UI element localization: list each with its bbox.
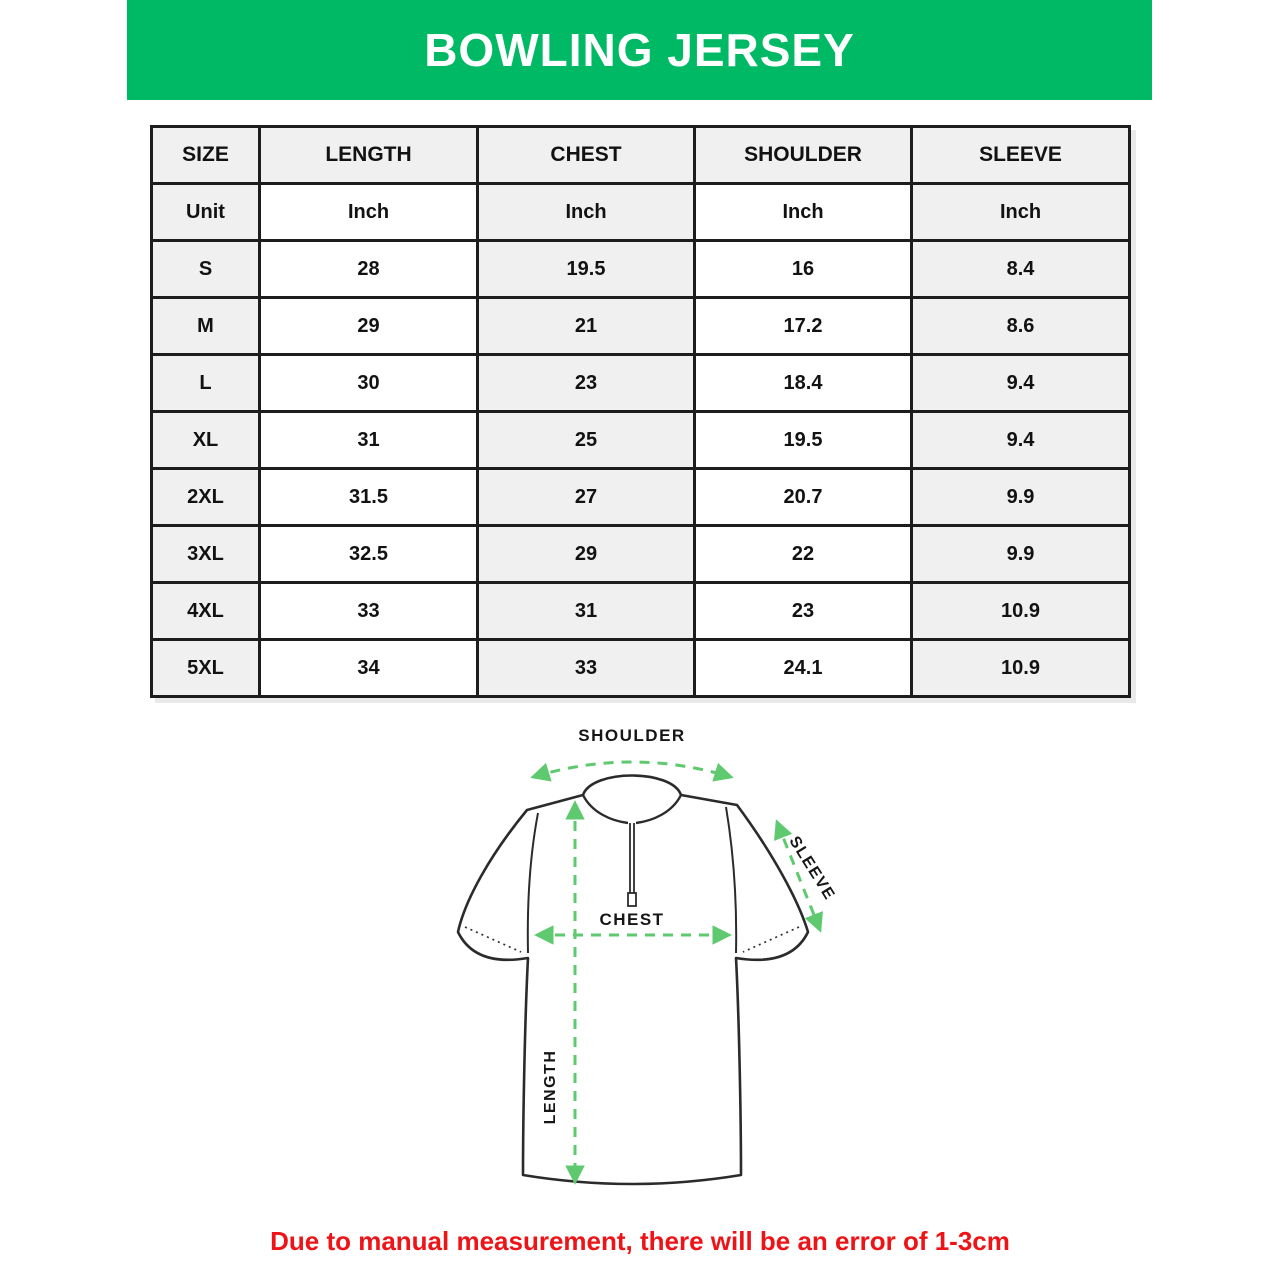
value-cell: 16 xyxy=(695,241,912,298)
jersey-outline xyxy=(458,776,808,1185)
table-row xyxy=(152,412,1130,469)
table-header-row xyxy=(152,127,1130,184)
value-cell: 20.7 xyxy=(695,469,912,526)
value-cell: 17.2 xyxy=(695,298,912,355)
value-cell: 31 xyxy=(260,412,478,469)
value-cell: 27 xyxy=(478,469,695,526)
table-unit-row xyxy=(152,184,1130,241)
value-cell: Inch xyxy=(912,184,1130,241)
value-cell: 9.4 xyxy=(912,355,1130,412)
value-cell: Inch xyxy=(695,184,912,241)
chest-label: CHEST xyxy=(599,910,665,929)
value-cell: 25 xyxy=(478,412,695,469)
row-label-cell: Unit xyxy=(152,184,260,241)
table-row xyxy=(152,355,1130,412)
length-label: LENGTH xyxy=(542,1049,559,1125)
value-cell: 9.4 xyxy=(912,412,1130,469)
value-cell: 23 xyxy=(695,583,912,640)
row-label-cell: XL xyxy=(152,412,260,469)
table-row xyxy=(152,583,1130,640)
value-cell: 29 xyxy=(478,526,695,583)
value-cell: Inch xyxy=(260,184,478,241)
row-label-cell: M xyxy=(152,298,260,355)
table-row xyxy=(152,298,1130,355)
column-header-cell: CHEST xyxy=(478,127,695,184)
jersey-measurement-diagram xyxy=(370,715,894,1215)
table-row xyxy=(152,469,1130,526)
value-cell: 31 xyxy=(478,583,695,640)
row-label-cell: L xyxy=(152,355,260,412)
value-cell: 8.6 xyxy=(912,298,1130,355)
value-cell: 24.1 xyxy=(695,640,912,697)
row-label-cell: 4XL xyxy=(152,583,260,640)
jersey-diagram-svg xyxy=(370,715,894,1215)
row-label-cell: S xyxy=(152,241,260,298)
value-cell: 33 xyxy=(478,640,695,697)
value-cell: 30 xyxy=(260,355,478,412)
column-header-cell: LENGTH xyxy=(260,127,478,184)
value-cell: 10.9 xyxy=(912,640,1130,697)
value-cell: 32.5 xyxy=(260,526,478,583)
title-banner xyxy=(127,0,1152,100)
shoulder-label: SHOULDER xyxy=(578,726,686,745)
value-cell: 23 xyxy=(478,355,695,412)
column-header-cell: SLEEVE xyxy=(912,127,1130,184)
zipper-pull xyxy=(628,893,636,906)
measurement-error-note: Due to manual measurement, there will be an error of 1-3cm xyxy=(270,1226,1010,1256)
value-cell: 29 xyxy=(260,298,478,355)
sleeve-label: SLEEVE xyxy=(785,833,839,904)
value-cell: 28 xyxy=(260,241,478,298)
row-label-cell: 2XL xyxy=(152,469,260,526)
value-cell: 33 xyxy=(260,583,478,640)
row-label-cell: 5XL xyxy=(152,640,260,697)
value-cell: 8.4 xyxy=(912,241,1130,298)
column-header-cell: SIZE xyxy=(152,127,260,184)
value-cell: 31.5 xyxy=(260,469,478,526)
table-row xyxy=(152,241,1130,298)
value-cell: 9.9 xyxy=(912,526,1130,583)
column-header-cell: SHOULDER xyxy=(695,127,912,184)
page-title: BOWLING JERSEY xyxy=(424,24,855,76)
table-row xyxy=(152,640,1130,697)
table-row xyxy=(152,526,1130,583)
value-cell: 19.5 xyxy=(478,241,695,298)
value-cell: 10.9 xyxy=(912,583,1130,640)
size-chart-table xyxy=(150,125,1131,698)
value-cell: 18.4 xyxy=(695,355,912,412)
value-cell: 22 xyxy=(695,526,912,583)
row-label-cell: 3XL xyxy=(152,526,260,583)
value-cell: 21 xyxy=(478,298,695,355)
value-cell: 19.5 xyxy=(695,412,912,469)
size-chart-body xyxy=(152,127,1130,697)
value-cell: Inch xyxy=(478,184,695,241)
value-cell: 34 xyxy=(260,640,478,697)
value-cell: 9.9 xyxy=(912,469,1130,526)
